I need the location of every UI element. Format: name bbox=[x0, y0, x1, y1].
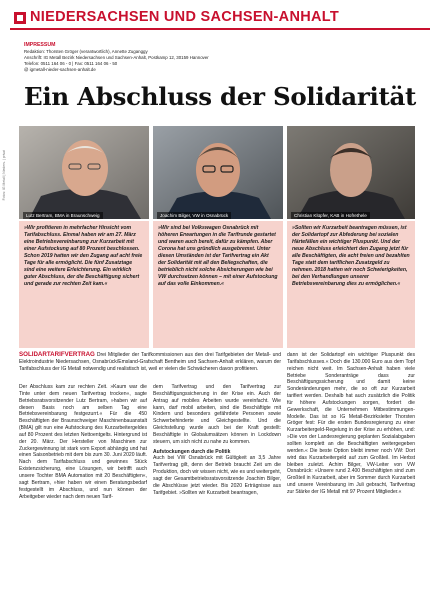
impressum-line: Anschrift: IG Metall Bezirk Niedersachsen und Sachsen-Anhalt, Postkamp 12, 30159 Hannover bbox=[24, 55, 209, 60]
article-lead bbox=[19, 352, 281, 373]
portrait-photo bbox=[153, 126, 283, 219]
impressum-line: Telefon: 0511 164 06 - 0 | Fax: 0511 164 06 - 50 bbox=[24, 61, 118, 66]
photo-caption: Joachim Bilger, VW in Osnabrück bbox=[157, 212, 231, 219]
photo-caption: Christian Klüpfer, KAB in Hofrethele bbox=[291, 212, 370, 219]
article-subhead: Aufstockungen durch die Politik bbox=[153, 448, 231, 455]
impressum-line: @ igmetall-nieder-sachsen-anhalt.de bbox=[24, 67, 96, 72]
headline: Ein Abschluss der Solidarität bbox=[24, 82, 417, 111]
photo-caption: Lutz Bertram, BMA in Braunschweig bbox=[23, 212, 103, 219]
portrait-photo bbox=[19, 126, 149, 219]
article-column-2 bbox=[153, 384, 281, 596]
article-column-3 bbox=[287, 352, 415, 596]
lead-label: SOLIDARTARIFVERTRAG bbox=[19, 351, 95, 358]
section-title: NIEDERSACHSEN UND SACHSEN-ANHALT bbox=[30, 9, 340, 25]
portrait-image bbox=[287, 126, 415, 219]
column-text: Der Abschluss kam zur rechten Zeit. »Kaum war die Tinte unter dem neuen Tarifvertrag trocken«, sagte Betriebsratsvorsitzender Lutz Bertram, »haben wir auf diesen Basis noch am selben Tag eine Betriebsvereinbarung festgezurrt.« Für die 450 Beschäftigten der Braunschweiger Maschinenbauanstalt (BMA) gilt nun eine Aufstockung des Kurzarbeitergeldes auf 80 Prozent des letzten Nettoentgelts. Hintergrund ist der 20. März. Der Hersteller von Maschinen zur Zuckergewinnung ist stark vom Export abhängig und hat einen Saisonbetrieb mit dem bis zum 30. Juni 2020 läuft. Nach dem Tarifabschluss und gewinnes Stück Existenzsicherung, eine Lösungen, wir betrifft auch unsere Tochter BMA Automation mit 20 Beschäftigten«, sagt Bertram, »hier haben wir einen Beratungsbedarf festgestellt im Abschluss, und nun können der Arbeitgeber wieder nach dem neuen Tarif- bbox=[19, 384, 147, 500]
impressum-title: IMPRESSUM bbox=[24, 42, 56, 48]
portrait-image bbox=[19, 126, 149, 219]
article-column-1 bbox=[19, 384, 147, 596]
header-divider bbox=[10, 28, 430, 30]
portrait-image bbox=[153, 126, 283, 219]
section-header bbox=[10, 6, 430, 32]
quote-box: »Sollten wir Kurzarbeit beantragen müssen, ist der Solidartopf zur Abfederung bei sozialen Härtefällen ein wichtiger Pluspunkt. Und der neue Abschluss erleichtert den Zugang jetzt für alle Beschäftigten, die acht freien und bezahlten Tage statt dem tariflichen Zusatzgeld zu nehmen. 2018 hatten wir noch Schwierigkeiten, bei den Verhandlungen unserer Betriebsvereinbarung dies zu ermöglichen.« bbox=[287, 221, 415, 348]
column-text: dann ist der Solidartopf ein wichtiger Pluspunkt des Tarifabschlusses.« Doch die 130.000 Euro aus dem Topf reichen nicht weit. Im Sachsen-Anhalt haben viele Betriebe Sonderanträge dass zur Beschäftigungssicherung und damit keine Sonderänderungen mehr, die so oft zur Kurzarbeit tarifiert werden. Deshalb hat auch zusätzlich die Politik für höhere Aufstockungen sorgen, fordert die Gewerkschaft, die Unternehmen Mitbestimmungen-Modelle. Das ist so IG Metall-Bezirksleiter Thorsten Gröger fest: Für die ersten Bundesregierung zu einer Kurzarbeitergeld-Regelung in der Krise zu erhöhen, und: »Die von der Landesregierung geplanten Sozialabgaben sollten komplett an die Beschäftigten weitergegeben werden.« Die beste Option bleibt immer noch VW: Dort wird das Kurzarbeitergeld auf zum Großteil. Im Herbst bleiben zuletzt. Achim Bilger, VW-Leiter von VW Osnabrück: »Unsere rund 2.400 Beschäftigten sind zum Großteil in Kurzarbeit, aber im Sommer durch Kurzarbeit und unsere Vereinbarung im Juli gebracht, Tarifvertrag zur Stärke der IG Metall mit 97 Prozent Mitglieder.« bbox=[287, 352, 415, 495]
column-text: Auch bei VW Osnabrück mit Gültigkeit an 3,5 Jahre Tarifvertrag gilt, denn der Betrieb braucht Zeit um die Produktion, doch wir wissen nicht, wie es und weitergeht, sagt der Gesamtbetriebsratsvorsitzende Joachim Bilger, die Abschlüsse jetzt wieder. Bis 2020 Erträgnisse aus Tarifgebiet. »Sollten wir Kurzarbeit beantragen, bbox=[153, 455, 281, 496]
igmetall-logo-icon bbox=[14, 12, 26, 24]
column-text: dem Tarifvertrag und den Tarifvertrag zur Beschäftigungssicherung in der Krise ein. Auch der Antrag auf mobiles Arbeiten wurde vereinfacht. Wie kann, darf mobil arbeiten, sind die Beschäftigte mit Kindern und besonders gefährdete Personen sowie Schwerbehinderte und Gleichgestellte. Und die Gleichstellung wurde auch bei der Kraft gestellt: Beschäftigte in Globalumsätzen können in Lockdown steuern, um sich nicht zu nahe zu kommen. bbox=[153, 384, 281, 445]
photo-credit: Fotos: IG Metall | Nieders. | privat bbox=[2, 150, 6, 201]
portrait-photo bbox=[287, 126, 415, 219]
quote-box: »Wir profitieren in mehrfacher Hinsicht vom Tarifabschluss. Einmal haben wir am 27. März eine Betriebsvereinbarung zur Kurzarbeit mit einer Aufstockung auf 80 Prozent beschlossen. Schon 2019 hatten wir den Zugang auf acht freie Tage für alle ermöglicht. Die fünf Zusatztage sind eine weitere Erleichterung. Ein wirklich guter Abschluss, der die Beschäftigung sichert und gerade zur rechten Zeit kam.« bbox=[19, 221, 149, 348]
impressum-line: Redaktion: Thorsten Gröger (verantwortlich), Annette Zuganggy bbox=[24, 49, 148, 54]
quote-box: »Wir sind bei Volkswagen Osnabrück mit höheren Erwartungen in die Tarifrunde gestartet und waren auch bereit, dafür zu kämpfen. Aber Corona hat uns gründlich ausgebremst. Unter diesen Umständen ist der Tarifvertrag ein Akt der Solidarität mit all den Beliegschaften, die betrieblich nicht solche Absicherungen wie bei VW durchsetzen können – mit einer Aufstockung auf das volle Einkommen.« bbox=[153, 221, 283, 348]
lead-text: Drei Mitglieder der Tarifkommissionen aus den drei Tarifgebieten der Metall- und Elektroindustrie Niedersachsen, Osnabrück/Emsland-Grafschaft Bentheim und Sachsen-Anhalt erklären, warum der Tarifabschluss der IG Metall notwendig und realistisch ist, weil er vielen die Schwächeren davon profitieren. bbox=[19, 352, 281, 372]
